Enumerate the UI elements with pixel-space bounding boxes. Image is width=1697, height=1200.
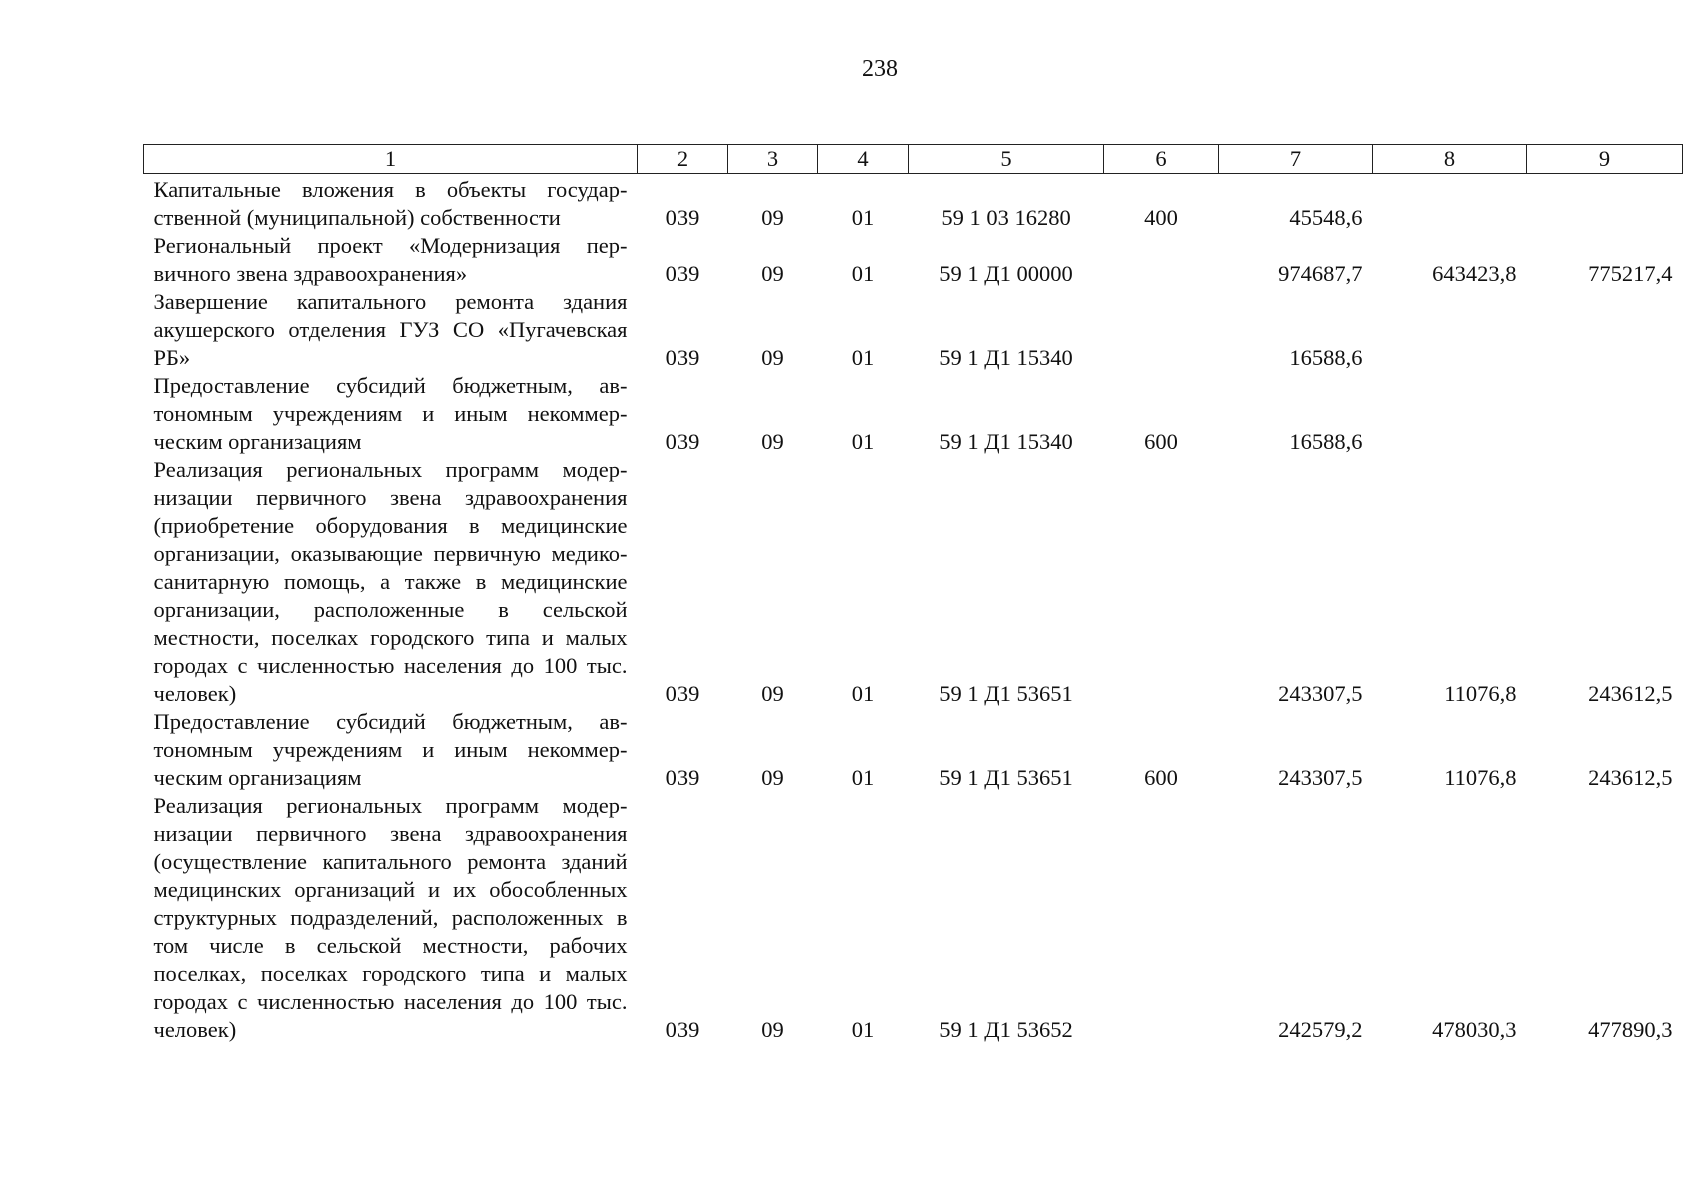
- column-header-7: 7: [1219, 145, 1373, 174]
- cell-target-article: 59 1 Д1 53651: [939, 681, 1073, 706]
- table-row: [144, 232, 1683, 288]
- row-name: Предоставление субсидий бюджетным, автономным учреждениям и иным некоммерческим организациям: [153, 373, 628, 454]
- cell-ministry: 039: [665, 681, 700, 706]
- table-row: [144, 792, 1683, 1044]
- cell-ministry: 039: [665, 765, 700, 790]
- cell-target-article: 59 1 Д1 53651: [939, 765, 1073, 790]
- row-name: Капитальные вложения в объекты государственной (муниципальной) собственности: [153, 177, 628, 230]
- cell-subsection: 01: [851, 345, 875, 370]
- cell-amount-col9: [1527, 174, 1683, 233]
- cell-subsection: 01: [851, 205, 875, 230]
- table-row: [144, 708, 1683, 792]
- cell-section: 09: [761, 205, 784, 230]
- cell-amount-col7: 243307,5: [1278, 681, 1363, 706]
- cell-amount-col9: 243612,5: [1588, 765, 1673, 790]
- cell-target-article: 59 1 03 16280: [941, 205, 1071, 230]
- cell-amount-col9: [1527, 372, 1683, 456]
- page-number: 238: [862, 56, 898, 82]
- cell-target-article: 59 1 Д1 15340: [939, 345, 1073, 370]
- column-header-4: 4: [818, 145, 909, 174]
- cell-amount-col8: 11076,8: [1444, 765, 1517, 790]
- cell-expense-type: [1104, 232, 1219, 288]
- cell-target-article: 59 1 Д1 15340: [939, 429, 1073, 454]
- cell-section: 09: [761, 261, 784, 286]
- row-name: Реализация региональных программ модернизации первичного звена здравоохранения (приобретение оборудования в медицинские организации, оказывающие первичную медико-санитарную помощь, а также в медицинские организации, расположенные в сельской местности, поселках городского типа и малых городах с численностью населения до 100 тыс. человек): [153, 457, 628, 706]
- column-header-3: 3: [728, 145, 818, 174]
- cell-amount-col7: 16588,6: [1289, 429, 1363, 454]
- cell-section: 09: [761, 345, 784, 370]
- row-name: Региональный проект «Модернизация первичного звена здравоохранения»: [153, 233, 628, 286]
- cell-subsection: 01: [851, 1017, 875, 1042]
- cell-ministry: 039: [665, 429, 700, 454]
- cell-section: 09: [761, 765, 784, 790]
- table-row: [144, 288, 1683, 372]
- cell-amount-col8: 643423,8: [1432, 261, 1517, 286]
- cell-ministry: 039: [665, 1017, 700, 1042]
- cell-subsection: 01: [851, 681, 875, 706]
- cell-ministry: 039: [665, 205, 700, 230]
- cell-amount-col8: [1373, 372, 1527, 456]
- cell-amount-col9: [1527, 288, 1683, 372]
- cell-amount-col7: 242579,2: [1278, 1017, 1363, 1042]
- cell-section: 09: [761, 429, 784, 454]
- cell-amount-col8: [1373, 288, 1527, 372]
- budget-table: [143, 144, 1683, 1044]
- cell-expense-type: [1104, 792, 1219, 1044]
- cell-amount-col7: 974687,7: [1278, 261, 1363, 286]
- column-header-8: 8: [1373, 145, 1527, 174]
- cell-expense-type: [1104, 456, 1219, 708]
- row-name: Предоставление субсидий бюджетным, автономным учреждениям и иным некоммерческим организациям: [153, 709, 628, 790]
- cell-expense-type: 400: [1144, 205, 1178, 230]
- cell-amount-col9: 243612,5: [1588, 681, 1673, 706]
- cell-amount-col7: 16588,6: [1289, 345, 1363, 370]
- cell-subsection: 01: [851, 261, 875, 286]
- cell-ministry: 039: [665, 261, 700, 286]
- cell-amount-col7: 45548,6: [1289, 205, 1363, 230]
- cell-amount-col9: 477890,3: [1588, 1017, 1673, 1042]
- cell-amount-col8: 11076,8: [1444, 681, 1517, 706]
- cell-expense-type: [1104, 288, 1219, 372]
- table-row: [144, 372, 1683, 456]
- column-header-6: 6: [1104, 145, 1219, 174]
- table-row: [144, 456, 1683, 708]
- column-numbers-row: [144, 145, 1683, 174]
- cell-expense-type: 600: [1144, 765, 1178, 790]
- column-header-9: 9: [1527, 145, 1683, 174]
- column-header-2: 2: [638, 145, 728, 174]
- column-header-1: 1: [144, 145, 638, 174]
- column-header-5: 5: [909, 145, 1104, 174]
- cell-target-article: 59 1 Д1 53652: [939, 1017, 1073, 1042]
- table-row: [144, 174, 1683, 233]
- row-name: Реализация региональных программ модернизации первичного звена здравоохранения (осуществление капитального ремонта зданий медицинских организаций и их обособленных структурных подразделений, расположенных в том числе в сельской местности, рабочих поселках, поселках городского типа и малых городах с численностью населения до 100 тыс. человек): [153, 793, 628, 1042]
- cell-subsection: 01: [851, 429, 875, 454]
- cell-expense-type: 600: [1144, 429, 1178, 454]
- cell-subsection: 01: [851, 765, 875, 790]
- cell-target-article: 59 1 Д1 00000: [939, 261, 1073, 286]
- cell-amount-col8: [1373, 174, 1527, 233]
- cell-amount-col9: 775217,4: [1588, 261, 1673, 286]
- cell-ministry: 039: [665, 345, 700, 370]
- cell-section: 09: [761, 681, 784, 706]
- row-name: Завершение капитального ремонта здания акушерского отделения ГУЗ СО «Пугачевская РБ»: [153, 289, 628, 370]
- cell-amount-col7: 243307,5: [1278, 765, 1363, 790]
- cell-section: 09: [761, 1017, 784, 1042]
- cell-amount-col8: 478030,3: [1432, 1017, 1517, 1042]
